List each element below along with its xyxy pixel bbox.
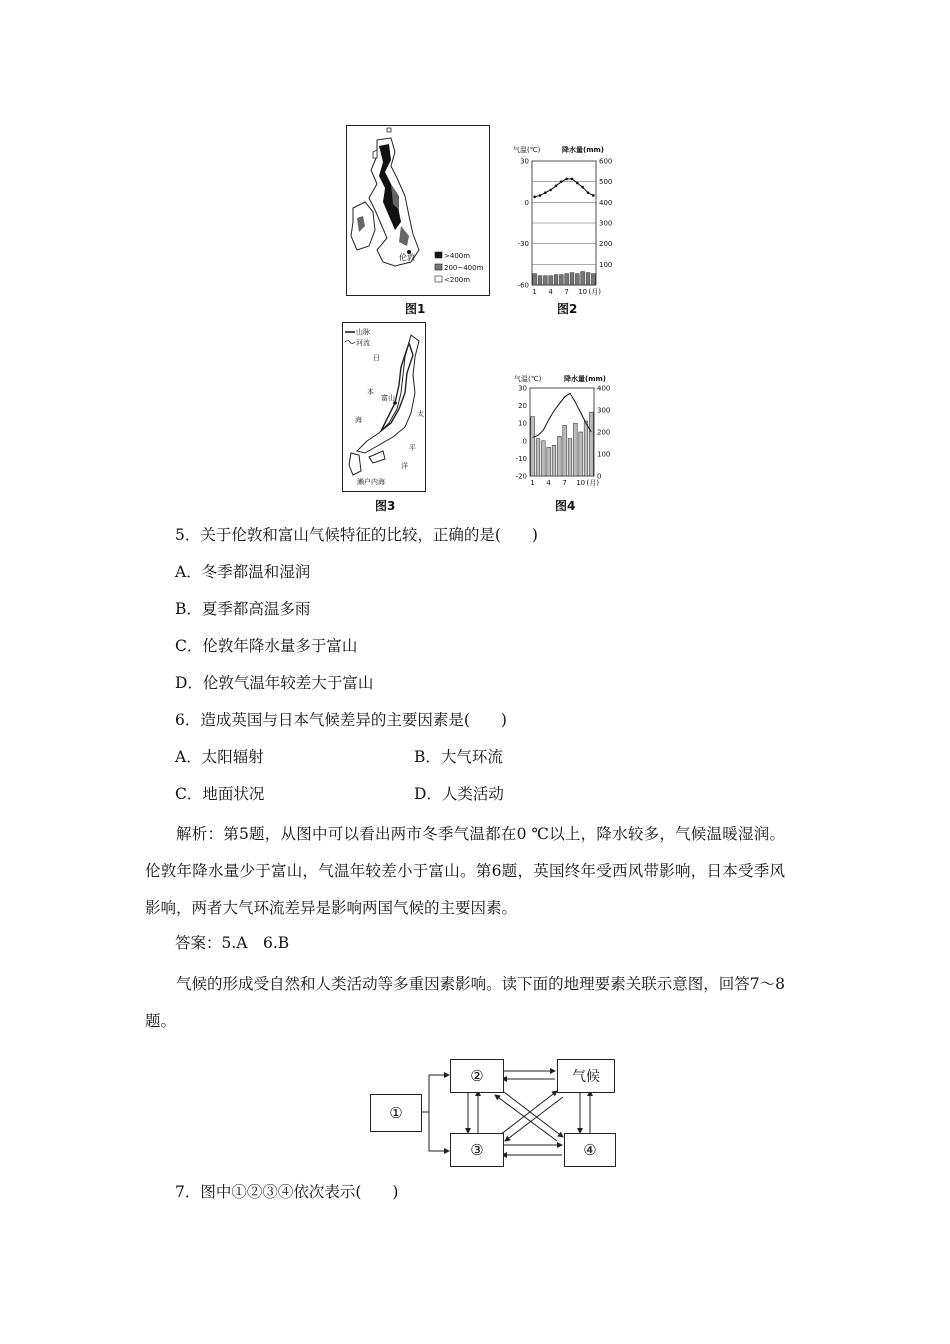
q6-option-c: C．地面状况 xyxy=(175,785,265,803)
sea-of-japan-2: 本 xyxy=(367,388,374,396)
q6-option-a: A．太阳辐射 xyxy=(175,748,264,766)
pacific-2: 平 xyxy=(409,444,416,452)
figure-1-map xyxy=(346,125,490,296)
x-tick-label: 7 xyxy=(562,479,567,487)
left-tick-label: 30 xyxy=(520,157,529,166)
fig3-legend-river: 河流 xyxy=(356,339,370,347)
precip-bar xyxy=(581,272,585,285)
intro-paragraph: 气候的形成受自然和人类活动等多重因素影响。读下面的地理要素关联示意图，回答7～8题。 xyxy=(145,975,785,1030)
temperature-point xyxy=(539,194,542,197)
right-tick-label: 600 xyxy=(599,157,613,166)
temperature-point xyxy=(581,186,584,189)
figure-1-caption: 图1 xyxy=(405,302,426,316)
precip-bar xyxy=(552,445,556,476)
left-tick-label: -30 xyxy=(517,240,529,249)
x-unit-label: (月) xyxy=(588,288,602,296)
x-tick-label: 4 xyxy=(548,288,553,296)
temperature-point xyxy=(555,185,558,188)
japan-map-graphic xyxy=(343,323,425,491)
fig4-right-title: 降水量(mm) xyxy=(564,375,606,383)
node-1-label: ① xyxy=(389,1104,403,1122)
fig2-plot xyxy=(510,145,620,300)
left-tick-label: -10 xyxy=(515,454,527,463)
node-climate-label: 气候 xyxy=(572,1069,600,1085)
precip-bar xyxy=(589,412,593,476)
x-tick-label: 4 xyxy=(546,479,551,487)
right-tick-label: 100 xyxy=(597,450,611,459)
node-4 xyxy=(564,1133,616,1167)
precip-bar xyxy=(541,441,545,476)
precip-bar xyxy=(557,436,561,476)
left-tick-label: 20 xyxy=(518,402,527,411)
temperature-point xyxy=(571,178,574,181)
analysis-paragraph: 解析：第5题，从图中可以看出两市冬季气温都在0 ℃以上，降水较多，气候温暖湿润。伦敦年降水量少于富山，气温年较差小于富山。第6题，英国终年受西风带影响，日本受季风影响，两者大气环流差异是影响两国气候的主要因素。 xyxy=(145,825,785,917)
relation-diagram xyxy=(365,1055,625,1170)
toyama-label: 富山 xyxy=(381,394,395,402)
figure-4-chart xyxy=(508,370,618,492)
pacific-1: 太 xyxy=(417,410,424,418)
precip-bar xyxy=(591,274,595,285)
q6-option-b: B．大气环流 xyxy=(414,748,503,766)
right-tick-label: 100 xyxy=(599,260,613,269)
precip-bar xyxy=(554,275,558,285)
node-4-label: ④ xyxy=(583,1141,597,1159)
sea-of-japan-1: 日 xyxy=(373,354,380,362)
figure-2-chart xyxy=(510,145,620,300)
left-tick-label: 10 xyxy=(518,419,527,428)
precip-bar xyxy=(563,425,567,476)
figure-3-caption: 图3 xyxy=(375,499,396,513)
precip-bar xyxy=(559,275,563,285)
precip-bar xyxy=(538,276,542,285)
legend-low: <200m xyxy=(444,276,471,284)
x-unit-label: (月) xyxy=(586,479,600,487)
london-label: 伦敦 xyxy=(399,253,415,262)
temperature-point xyxy=(533,196,536,199)
q5-option-c: C．伦敦年降水量多于富山 xyxy=(175,637,358,655)
temperature-point xyxy=(576,182,579,185)
node-2 xyxy=(450,1059,504,1093)
node-climate xyxy=(557,1059,615,1093)
legend-mid: 200~400m xyxy=(444,264,484,272)
fig4-plot xyxy=(508,370,618,492)
q5-option-a: A．冬季都温和湿润 xyxy=(175,563,311,581)
fig3-legend-mountain: 山脉 xyxy=(356,328,370,336)
fig4-left-title: 气温(℃) xyxy=(514,375,542,383)
figure-3-map xyxy=(342,322,426,492)
answer-line: 答案：5.A 6.B xyxy=(175,934,290,952)
fig2-left-title: 气温(℃) xyxy=(513,146,541,154)
temperature-point xyxy=(549,189,552,192)
sea-of-japan-3: 海 xyxy=(355,416,362,424)
left-tick-label: 0 xyxy=(524,198,529,207)
precip-bar xyxy=(586,273,590,285)
right-tick-label: 400 xyxy=(599,198,613,207)
node-2-label: ② xyxy=(470,1067,484,1085)
precip-bar xyxy=(584,421,588,476)
left-tick-label: 30 xyxy=(518,384,527,393)
precip-bar xyxy=(575,274,579,285)
q7-stem: 7．图中①②③④依次表示( ) xyxy=(175,1183,399,1201)
precip-bar xyxy=(536,439,540,476)
figure-2-caption: 图2 xyxy=(557,302,578,316)
left-tick-label: -20 xyxy=(515,472,527,481)
node-1 xyxy=(370,1094,422,1132)
temperature-point xyxy=(560,180,563,183)
precip-bar xyxy=(568,439,572,476)
q5-option-b: B．夏季都高温多雨 xyxy=(175,600,311,618)
precip-bar xyxy=(547,447,551,476)
precip-bar xyxy=(543,276,547,285)
precip-bar xyxy=(570,273,574,285)
right-tick-label: 400 xyxy=(597,384,611,393)
precip-bar xyxy=(549,276,553,285)
x-tick-label: 1 xyxy=(532,288,537,296)
q6-option-d: D．人类活动 xyxy=(414,785,504,803)
node-3 xyxy=(450,1133,504,1167)
precip-bar xyxy=(531,417,535,476)
q6-stem: 6．造成英国与日本气候差异的主要因素是( ) xyxy=(175,711,507,729)
temperature-point xyxy=(544,191,547,194)
pacific-3: 洋 xyxy=(401,462,408,470)
temperature-point xyxy=(565,178,568,181)
q5-stem: 5．关于伦敦和富山气候特征的比较，正确的是( ) xyxy=(175,526,538,544)
q5-option-d: D．伦敦气温年较差大于富山 xyxy=(175,674,374,692)
right-tick-label: 500 xyxy=(599,178,613,187)
x-tick-label: 7 xyxy=(564,288,569,296)
temperature-line xyxy=(533,393,592,437)
right-tick-label: 300 xyxy=(597,406,611,415)
seto-inland-sea-label: 濑户内海 xyxy=(357,478,385,486)
node-3-label: ③ xyxy=(470,1141,484,1159)
precip-bar xyxy=(533,274,537,285)
temperature-point xyxy=(587,191,590,194)
x-tick-label: 1 xyxy=(530,479,535,487)
left-tick-label: -60 xyxy=(517,281,529,290)
left-tick-label: 0 xyxy=(522,437,527,446)
precip-bar xyxy=(573,423,577,476)
fig2-right-title: 降水量(mm) xyxy=(562,146,604,154)
precip-bar xyxy=(565,274,569,285)
precip-bar xyxy=(579,432,583,476)
temperature-point xyxy=(592,194,595,197)
legend-high: >400m xyxy=(444,252,471,260)
right-tick-label: 300 xyxy=(599,219,613,228)
x-tick-label: 10 xyxy=(578,288,588,296)
figure-4-caption: 图4 xyxy=(555,499,576,513)
right-tick-label: 0 xyxy=(597,472,602,481)
right-tick-label: 200 xyxy=(599,240,613,249)
x-tick-label: 10 xyxy=(576,479,586,487)
right-tick-label: 200 xyxy=(597,428,611,437)
